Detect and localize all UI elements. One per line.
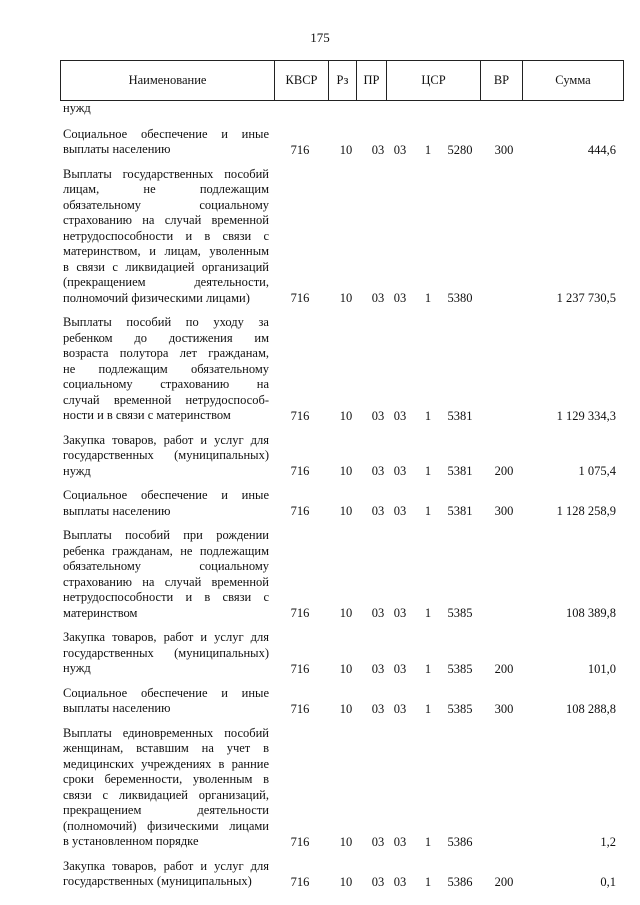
cell-csr3: 5386 — [447, 834, 473, 849]
cell-csr1: 03 — [393, 291, 407, 305]
cell-kvsr: 716 — [290, 874, 310, 889]
cell-sum: 1 128 258,9 — [556, 504, 616, 518]
row-name-line: нужд — [63, 661, 91, 675]
cell-sum: 1 129 334,3 — [556, 408, 616, 423]
cell-csr3: 5381 — [447, 464, 473, 478]
cell-sum: 1 237 730,5 — [556, 291, 616, 305]
row-name-line: Выплаты единовременных пособий — [63, 725, 269, 740]
cell-pr: 03 — [371, 142, 385, 157]
row-name-line: медицинских учреждениях в ранние — [63, 756, 269, 771]
cell-sum: 101,0 — [587, 661, 616, 676]
row-name-line: страхованию на случай временной — [63, 213, 269, 227]
cell-csr2: 1 — [424, 504, 432, 518]
header-sum: Сумма — [555, 73, 591, 87]
row-name-line: сроки беременности, уволенным в — [63, 772, 269, 786]
header-vr: ВР — [481, 61, 523, 100]
header-csr: ЦСР — [387, 61, 481, 100]
cell-csr2: 1 — [424, 701, 432, 716]
row-name-line: обязательному социальному — [63, 197, 269, 212]
cell-csr2: 1 — [424, 291, 432, 305]
cell-kvsr: 716 — [290, 291, 310, 305]
cell-sum: 1,2 — [600, 834, 616, 849]
cell-csr3: 5385 — [447, 661, 473, 676]
cell-csr3: 5381 — [447, 504, 473, 518]
cell-sum: 108 389,8 — [566, 606, 616, 620]
cell-csr1: 03 — [393, 504, 407, 518]
row-name-line: случай временной нетрудоспособ- — [63, 392, 269, 407]
row-values — [60, 701, 624, 717]
row-values — [60, 503, 624, 519]
row-values — [60, 142, 624, 158]
row-name-line: государственных (муниципальных) — [63, 874, 252, 888]
cell-pr: 03 — [371, 504, 385, 518]
cell-csr1: 03 — [393, 408, 407, 423]
row-name-line: государственных (муниципальных) — [63, 645, 269, 660]
page-number: 175 — [310, 30, 330, 45]
cell-rz: 10 — [339, 142, 353, 157]
row-name-line: Социальное обеспечение и иные — [63, 685, 269, 700]
table-body — [60, 101, 624, 899]
table-header — [60, 60, 624, 101]
row-name-line: в связи с ликвидацией организаций — [63, 259, 269, 274]
cell-vr: 200 — [494, 874, 514, 889]
cell-rz: 10 — [339, 606, 353, 620]
row-name — [60, 167, 269, 307]
cell-kvsr: 716 — [290, 661, 310, 676]
row-values — [60, 661, 624, 677]
cell-vr: 300 — [494, 142, 514, 157]
cell-rz: 10 — [339, 661, 353, 676]
row-name-line: социальному страхованию на — [63, 377, 269, 391]
table-row — [60, 315, 624, 424]
cell-vr: 200 — [494, 464, 514, 478]
cell-csr1: 03 — [393, 701, 407, 716]
row-name-line: выплаты населению — [63, 142, 171, 156]
cell-csr1: 03 — [393, 606, 407, 620]
row-name-line: выплаты населению — [63, 503, 171, 518]
cell-sum: 444,6 — [587, 142, 616, 157]
continuation-row — [60, 101, 624, 117]
cell-csr3: 5385 — [447, 701, 473, 716]
row-name-line: (полномочий) физическими лицами — [63, 818, 269, 833]
cell-rz: 10 — [339, 874, 353, 889]
cell-csr1: 03 — [393, 142, 407, 157]
cell-csr2: 1 — [424, 408, 432, 423]
row-name-line: обязательному социальному — [63, 559, 269, 573]
cell-csr3: 5386 — [447, 874, 473, 889]
row-name-line: Выплаты пособий при рождении — [63, 528, 269, 542]
row-name-line: Выплаты государственных пособий — [63, 166, 269, 181]
cell-kvsr: 716 — [290, 408, 310, 423]
cell-pr: 03 — [371, 874, 385, 889]
cell-csr3: 5280 — [447, 142, 473, 157]
cell-pr: 03 — [371, 701, 385, 716]
row-values — [60, 834, 624, 850]
cell-kvsr: 716 — [290, 464, 310, 478]
table-row — [60, 127, 624, 158]
row-name-line: ребенком до достижения им — [63, 330, 269, 345]
row-name — [60, 726, 269, 850]
table-row — [60, 488, 624, 519]
table-row — [60, 528, 624, 621]
row-name-line: Закупка товаров, работ и услуг для — [63, 858, 269, 873]
row-values — [60, 408, 624, 424]
row-name-line: нетрудоспособности и в связи с — [63, 228, 269, 243]
cell-pr: 03 — [371, 661, 385, 676]
row-values — [60, 605, 624, 621]
cell-csr3: 5381 — [447, 408, 473, 423]
cell-csr2: 1 — [424, 606, 432, 620]
row-name-line: ребенка гражданам, не подлежащим — [63, 543, 269, 558]
table-row — [60, 167, 624, 307]
header-name: Наименование — [61, 61, 275, 100]
header-kvsr: КВСР — [275, 61, 329, 100]
cell-csr1: 03 — [393, 874, 407, 889]
row-name-line: полномочий физическими лицами) — [63, 290, 250, 305]
cell-csr2: 1 — [424, 834, 432, 849]
cell-csr3: 5385 — [447, 606, 473, 620]
cell-vr: 300 — [494, 504, 514, 518]
cell-pr: 03 — [371, 291, 385, 305]
table-row — [60, 726, 624, 850]
table-row — [60, 630, 624, 677]
row-values — [60, 874, 624, 890]
cell-vr: 200 — [494, 661, 514, 676]
row-name-line: выплаты населению — [63, 701, 171, 715]
continuation-text: нужд — [63, 101, 91, 115]
cell-pr: 03 — [371, 464, 385, 478]
cell-pr: 03 — [371, 834, 385, 849]
row-name-line: нужд — [63, 463, 91, 478]
cell-rz: 10 — [339, 504, 353, 518]
row-name-line: (прекращением деятельности, — [63, 275, 269, 289]
cell-pr: 03 — [371, 606, 385, 620]
row-name-line: ности и в связи с материнством — [63, 408, 231, 422]
cell-sum: 1 075,4 — [578, 464, 616, 478]
cell-kvsr: 716 — [290, 606, 310, 620]
header-pr: ПР — [357, 61, 387, 100]
row-name-line: страхованию на случай временной — [63, 574, 269, 589]
cell-csr1: 03 — [393, 464, 407, 478]
cell-csr2: 1 — [424, 142, 432, 157]
cell-vr: 300 — [494, 701, 514, 716]
cell-kvsr: 716 — [290, 142, 310, 157]
cell-pr: 03 — [371, 408, 385, 423]
row-name-line: не подлежащим обязательному — [63, 361, 269, 376]
cell-csr2: 1 — [424, 464, 432, 478]
row-name-line: нетрудоспособности и в связи с — [63, 590, 269, 604]
cell-csr1: 03 — [393, 834, 407, 849]
cell-rz: 10 — [339, 291, 353, 305]
table-row — [60, 433, 624, 480]
row-name-line: Социальное обеспечение и иные — [63, 126, 269, 141]
cell-csr1: 03 — [393, 661, 407, 676]
row-name-line: Социальное обеспечение и иные — [63, 488, 269, 502]
row-name-line: государственных (муниципальных) — [63, 448, 269, 462]
table-row — [60, 686, 624, 717]
header-rz: Рз — [329, 61, 357, 100]
row-name-line: лицам, не подлежащим — [63, 182, 269, 196]
cell-sum: 0,1 — [600, 874, 616, 889]
row-name-line: материнством — [63, 605, 138, 620]
table-row — [60, 859, 624, 890]
cell-rz: 10 — [339, 464, 353, 478]
cell-kvsr: 716 — [290, 834, 310, 849]
row-values — [60, 463, 624, 479]
cell-csr2: 1 — [424, 874, 432, 889]
cell-rz: 10 — [339, 408, 353, 423]
cell-rz: 10 — [339, 701, 353, 716]
cell-csr2: 1 — [424, 661, 432, 676]
row-name-line: в установленном порядке — [63, 834, 199, 848]
row-name-line: Выплаты пособий по уходу за — [63, 315, 269, 329]
cell-sum: 108 288,8 — [566, 701, 616, 716]
cell-rz: 10 — [339, 834, 353, 849]
row-name-line: женщинам, вставшим на учет в — [63, 741, 269, 755]
row-values — [60, 290, 624, 306]
row-name-line: связи с ликвидацией организаций, — [63, 787, 269, 802]
row-name-line: Закупка товаров, работ и услуг для — [63, 630, 269, 644]
row-name-line: прекращением деятельности — [63, 803, 269, 817]
cell-csr3: 5380 — [447, 291, 473, 305]
cell-kvsr: 716 — [290, 504, 310, 518]
row-name-line: Закупка товаров, работ и услуг для — [63, 432, 269, 447]
cell-kvsr: 716 — [290, 701, 310, 716]
row-name-line: материнством, и лицам, уволенным — [63, 244, 269, 258]
row-name-line: возраста полутора лет гражданам, — [63, 346, 269, 360]
